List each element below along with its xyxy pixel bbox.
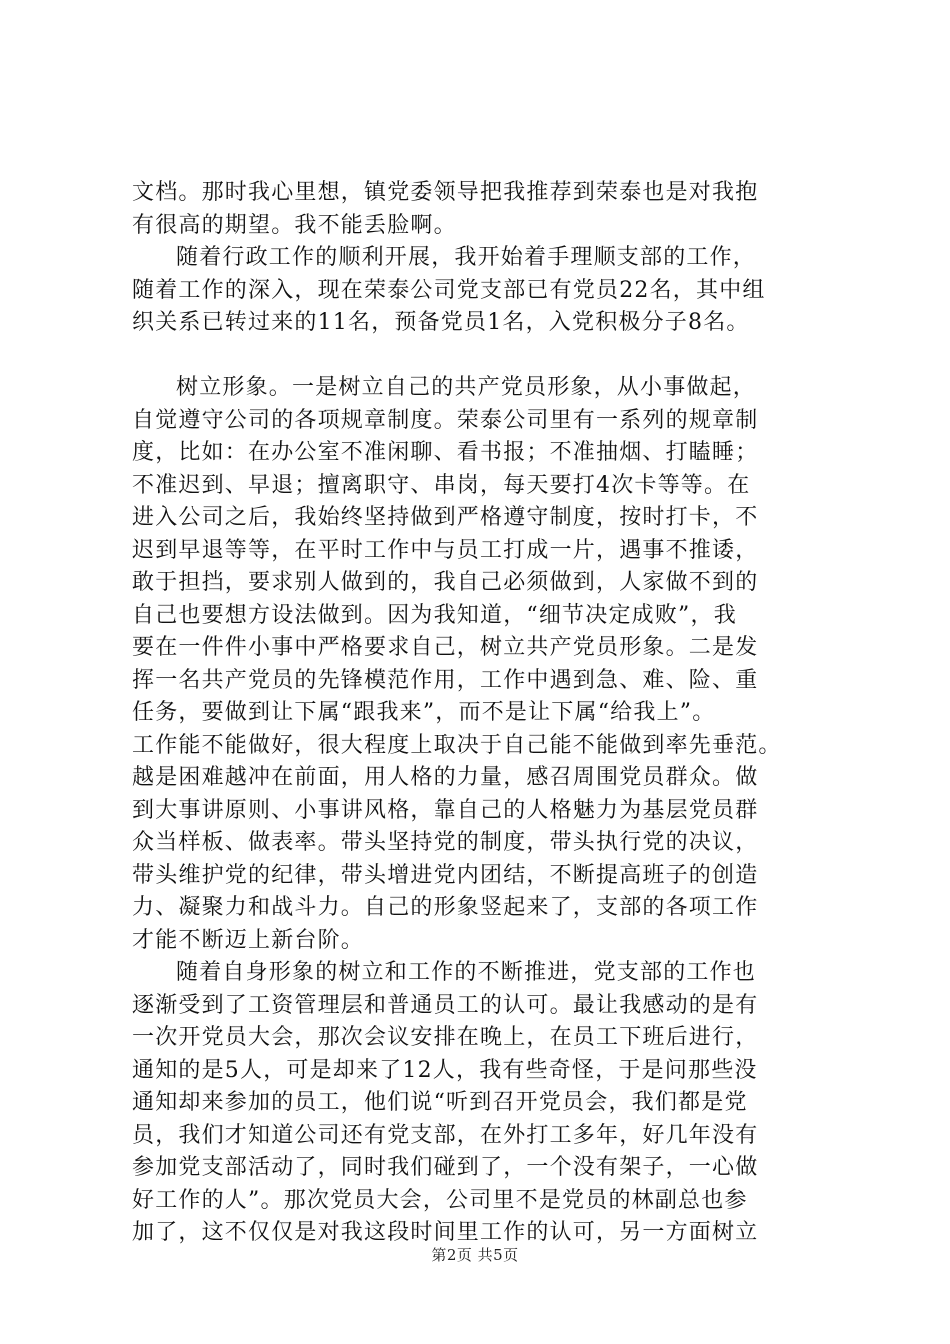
text-line: 不准迟到、早退；擅离职守、串岗，每天要打4次卡等等。在 — [132, 472, 751, 498]
text-line: 员，我们才知道公司还有党支部，在外打工多年，好几年没有 — [132, 1122, 759, 1148]
text-line: 到大事讲原则、小事讲风格，靠自己的人格魅力为基层党员群 — [132, 797, 759, 823]
text-line: 迟到早退等等，在平时工作中与员工打成一片，遇事不推诿， — [132, 537, 759, 563]
page-footer: 第2页 共5页 — [431, 1246, 519, 1264]
text-line: 度，比如：在办公室不准闲聊、看书报；不准抽烟、打瞌睡； — [132, 440, 759, 465]
text-line: 一次开党员大会，那次会议安排在晚上，在员工下班后进行， — [132, 1025, 759, 1050]
text-line: 文档。那时我心里想，镇党委领导把我推荐到荣泰也是对我抱 — [132, 180, 759, 205]
text-line: 随着行政工作的顺利开展，我开始着手理顺支部的工作， — [176, 245, 757, 270]
text-line: 才能不断迈上新台阶。 — [132, 927, 365, 953]
text-line: 力、凝聚力和战斗力。自己的形象竖起来了，支部的各项工作 — [132, 895, 759, 920]
text-line: 随着工作的深入，现在荣泰公司党支部已有党员22名，其中组 — [132, 277, 766, 303]
text-line: 带头维护党的纪律，带头增进党内团结，不断提高班子的创造 — [132, 862, 759, 888]
document-body — [132, 177, 832, 1250]
text-line: 通知却来参加的员工，他们说“听到召开党员会，我们都是党 — [132, 1090, 748, 1115]
text-line: 加了，这不仅仅是对我这段时间里工作的认可，另一方面树立 — [132, 1220, 759, 1245]
text-line: 越是困难越冲在前面，用人格的力量，感召周围党员群众。做 — [132, 765, 759, 790]
text-line: 敢于担挡，要求别人做到的，我自己必须做到，人家做不到的 — [132, 570, 759, 595]
text-line: 有很高的期望。我不能丢脸啊。 — [132, 212, 457, 238]
text-line: 好工作的人”。那次党员大会，公司里不是党员的林副总也参 — [132, 1187, 748, 1213]
text-line: 众当样板、做表率。带头坚持党的制度，带头执行党的决议， — [132, 830, 759, 855]
text-line — [132, 340, 832, 373]
text-line: 挥一名共产党员的先锋模范作用，工作中遇到急、难、险、重 — [132, 667, 759, 693]
text-line: 织关系已转过来的11名，预备党员1名，入党积极分子8名。 — [132, 310, 750, 335]
text-line: 任务，要做到让下属“跟我来”，而不是让下属“给我上”。 — [132, 700, 716, 725]
text-line: 通知的是5人，可是却来了12人，我有些奇怪，于是问那些没 — [132, 1057, 758, 1083]
text-line: 进入公司之后，我始终坚持做到严格遵守制度，按时打卡，不 — [132, 505, 759, 530]
text-line: 树立形象。一是树立自己的共产党员形象，从小事做起， — [176, 375, 757, 400]
text-line: 参加党支部活动了，同时我们碰到了，一个没有架子，一心做 — [132, 1155, 759, 1180]
text-line: 要在一件件小事中严格要求自己，树立共产党员形象。二是发 — [132, 635, 759, 660]
text-line: 自己也要想方设法做到。因为我知道，“细节决定成败”，我 — [132, 602, 737, 628]
text-line: 随着自身形象的树立和工作的不断推进，党支部的工作也 — [176, 960, 757, 985]
text-line: 自觉遵守公司的各项规章制度。荣泰公司里有一系列的规章制 — [132, 407, 759, 433]
text-line: 逐渐受到了工资管理层和普通员工的认可。最让我感动的是有 — [132, 992, 759, 1018]
text-line: 工作能不能做好，很大程度上取决于自己能不能做到率先垂范。 — [132, 732, 782, 758]
